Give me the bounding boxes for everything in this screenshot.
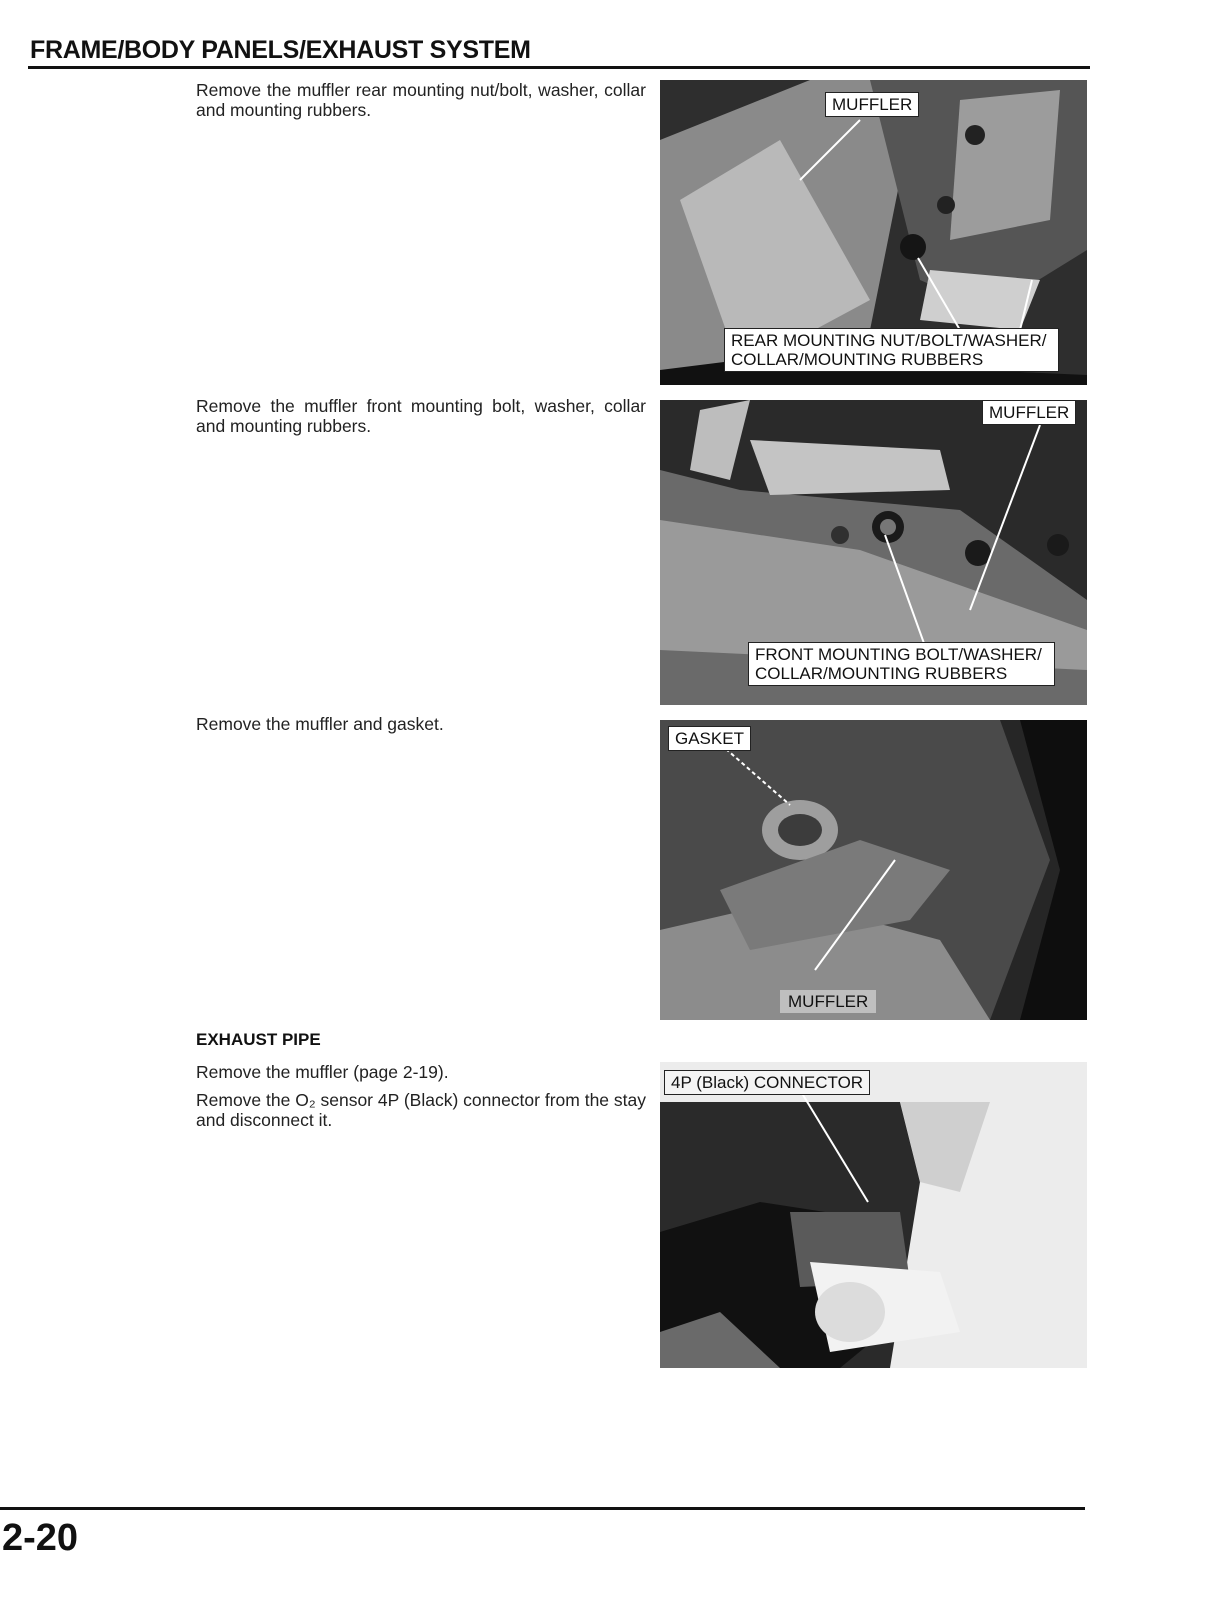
callout-rear-mounting-parts xyxy=(724,328,1059,372)
photo-muffler-gasket xyxy=(660,720,1087,1020)
callout-gasket: GASKET xyxy=(668,726,751,751)
photo-o2-connector xyxy=(660,1062,1087,1368)
step-remove-front-mount: Remove the muffler front mounting bolt, washer, collar and mounting rubbers. xyxy=(196,396,646,436)
callout-front-mounting-parts xyxy=(748,642,1055,686)
footer-divider xyxy=(0,1507,1085,1510)
section-heading-exhaust-pipe: EXHAUST PIPE xyxy=(196,1030,321,1049)
callout-4p-connector: 4P (Black) CONNECTOR xyxy=(664,1070,870,1095)
callout-rear-mounting-line1: REAR MOUNTING NUT/BOLT/WASHER/ xyxy=(731,331,1047,350)
photo-muffler-front-mount xyxy=(660,400,1087,705)
page-title: FRAME/BODY PANELS/EXHAUST SYSTEM xyxy=(30,36,531,64)
callout-rear-mounting-line2: COLLAR/MOUNTING RUBBERS xyxy=(731,350,984,369)
step-remove-muffler-ref: Remove the muffler (page 2-19). xyxy=(196,1062,449,1082)
step-disconnect-o2-connector: Remove the O₂ sensor 4P (Black) connector from the stay and disconnect it. xyxy=(196,1090,646,1130)
callout-muffler: MUFFLER xyxy=(780,990,876,1013)
callout-muffler: MUFFLER xyxy=(825,92,919,117)
callout-front-mounting-line1: FRONT MOUNTING BOLT/WASHER/ xyxy=(755,645,1042,664)
photo-gasket-illustration xyxy=(660,720,1087,1020)
step-remove-rear-mount: Remove the muffler rear mounting nut/bolt, washer, collar and mounting rubbers. xyxy=(196,80,646,120)
photo-connector-illustration xyxy=(660,1062,1087,1368)
callout-muffler: MUFFLER xyxy=(982,400,1076,425)
photo-muffler-rear-mount xyxy=(660,80,1087,385)
callout-front-mounting-line2: COLLAR/MOUNTING RUBBERS xyxy=(755,664,1008,683)
step-remove-muffler-gasket: Remove the muffler and gasket. xyxy=(196,714,444,734)
page-number: 2-20 xyxy=(2,1517,79,1559)
header-divider xyxy=(28,66,1090,69)
